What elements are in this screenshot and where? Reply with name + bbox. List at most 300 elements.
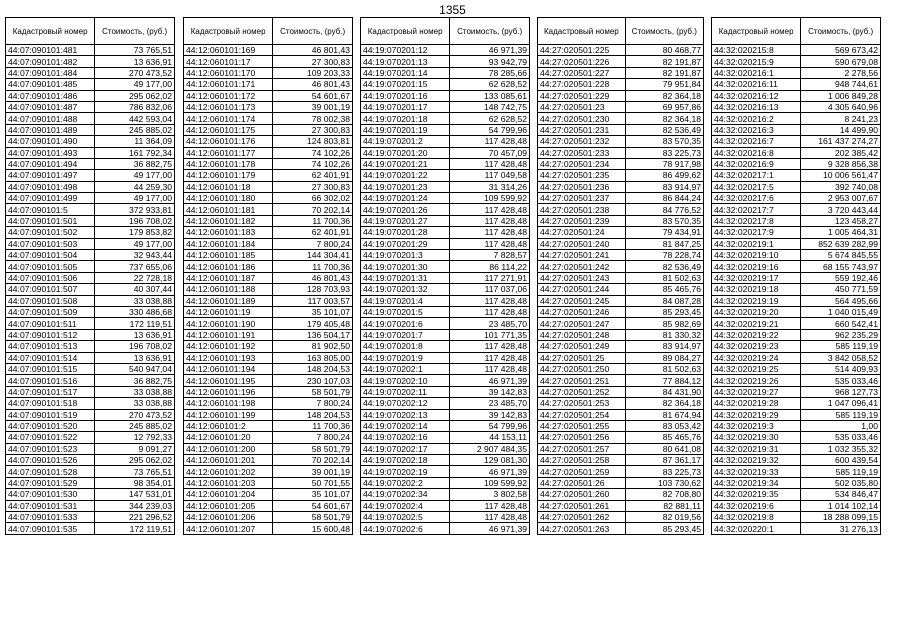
table-row: [538, 329, 704, 340]
cadastral-number-cell: 44:07:090101:488: [6, 113, 95, 124]
cost-cell: 372 933,81: [95, 204, 175, 215]
cadastral-number-cell: 44:19:070202:10: [361, 375, 450, 386]
cost-cell: 109 599,92: [450, 193, 530, 204]
cost-cell: 117 428,48: [450, 227, 530, 238]
table-row: [361, 523, 530, 534]
table-row: [361, 295, 530, 306]
table-row: [6, 318, 175, 329]
cost-cell: 77 884,12: [625, 375, 703, 386]
table-row: [6, 215, 175, 226]
cadastral-number-cell: 44:07:090101:512: [6, 329, 95, 340]
cadastral-number-cell: 44:12:060101:19: [184, 306, 273, 317]
cost-cell: 196 708,02: [95, 215, 175, 226]
cost-cell: 133 085,61: [450, 90, 530, 101]
cost-cell: 172 119,51: [95, 318, 175, 329]
cadastral-number-cell: 44:27:020501:255: [538, 420, 626, 431]
cost-cell: 948 744,61: [801, 79, 881, 90]
table-row: [6, 409, 175, 420]
table-row: [6, 523, 175, 534]
cost-cell: 245 885,02: [95, 124, 175, 135]
cadastral-number-cell: 44:32:020217:7: [712, 204, 801, 215]
cost-cell: 46 971,39: [450, 466, 530, 477]
cost-cell: 27 300,83: [273, 181, 353, 192]
cadastral-number-cell: 44:27:020501:25: [538, 352, 626, 363]
table-row: [184, 158, 353, 169]
table-row: [361, 512, 530, 523]
cost-cell: 534 846,47: [801, 489, 881, 500]
table-row: [361, 375, 530, 386]
cost-cell: 2 907 484,35: [450, 443, 530, 454]
table-row: [712, 284, 881, 295]
table-row: [184, 215, 353, 226]
cadastral-number-cell: 44:32:020219:34: [712, 477, 801, 488]
cost-cell: 73 765,51: [95, 466, 175, 477]
table-row: [361, 261, 530, 272]
table-row: [184, 227, 353, 238]
table-row: [712, 204, 881, 215]
cadastral-number-cell: 44:27:020501:243: [538, 272, 626, 283]
table-row: [712, 67, 881, 78]
cadastral-number-cell: 44:12:060101:171: [184, 79, 273, 90]
cadastral-number-cell: 44:12:060101:198: [184, 398, 273, 409]
cost-cell: 109 599,92: [450, 477, 530, 488]
table-row: [184, 124, 353, 135]
table-row: [184, 204, 353, 215]
table-row: [184, 500, 353, 511]
table-row: [6, 489, 175, 500]
cadastral-number-cell: 44:19:070201:5: [361, 306, 450, 317]
header-cadastral: Кадастровый номер: [6, 18, 95, 45]
table-row: [361, 341, 530, 352]
table-row: [6, 136, 175, 147]
cost-cell: 1 047 096,41: [801, 398, 881, 409]
cadastral-number-cell: 44:12:060101:184: [184, 238, 273, 249]
table-row: [184, 79, 353, 90]
cost-cell: 83 914,97: [625, 341, 703, 352]
table-row: [6, 204, 175, 215]
cost-cell: 117 428,48: [450, 352, 530, 363]
cadastral-number-cell: 44:12:060101:205: [184, 500, 273, 511]
cadastral-number-cell: 44:07:090101:523: [6, 443, 95, 454]
table-row: [538, 193, 704, 204]
table-row: [361, 443, 530, 454]
cadastral-number-cell: 44:32:020219:33: [712, 466, 801, 477]
cost-cell: 117 428,48: [450, 204, 530, 215]
table-row: [184, 67, 353, 78]
cadastral-number-cell: 44:07:090101:533: [6, 512, 95, 523]
cost-cell: 13 636,91: [95, 329, 175, 340]
cadastral-number-cell: 44:19:070202:14: [361, 420, 450, 431]
table-row: [712, 409, 881, 420]
cadastral-number-cell: 44:19:070201:9: [361, 352, 450, 363]
table-row: [361, 193, 530, 204]
table-row: [712, 398, 881, 409]
cost-cell: 270 473,52: [95, 409, 175, 420]
cadastral-number-cell: 44:07:090101:511: [6, 318, 95, 329]
cadastral-number-cell: 44:07:090101:526: [6, 455, 95, 466]
table-row: [712, 489, 881, 500]
cost-cell: 1 032 355,32: [801, 443, 881, 454]
cadastral-number-cell: 44:32:020217:5: [712, 181, 801, 192]
cost-cell: 10 006 561,47: [801, 170, 881, 181]
cost-cell: 49 177,00: [95, 79, 175, 90]
cadastral-number-cell: 44:19:070202:11: [361, 386, 450, 397]
cost-cell: 245 885,02: [95, 420, 175, 431]
cadastral-number-cell: 44:12:060101:196: [184, 386, 273, 397]
cost-cell: 9 328 856,38: [801, 158, 881, 169]
cost-cell: 82 364,18: [625, 90, 703, 101]
cost-cell: 31 276,13: [801, 523, 881, 534]
cadastral-number-cell: 44:27:020501:225: [538, 45, 626, 56]
cost-cell: 46 971,39: [450, 45, 530, 56]
table-row: [712, 329, 881, 340]
cost-cell: 89 084,27: [625, 352, 703, 363]
cost-cell: 81 902,50: [273, 341, 353, 352]
cadastral-number-cell: 44:07:090101:504: [6, 250, 95, 261]
cost-cell: 46 801,43: [273, 272, 353, 283]
table-row: [184, 272, 353, 283]
table-row: [712, 352, 881, 363]
table-row: [712, 90, 881, 101]
table-row: [184, 90, 353, 101]
cadastral-number-cell: 44:27:020501:247: [538, 318, 626, 329]
cost-cell: 80 468,77: [625, 45, 703, 56]
cadastral-number-cell: 44:32:020215:9: [712, 56, 801, 67]
cadastral-number-cell: 44:19:070201:12: [361, 45, 450, 56]
cost-cell: 23 485,70: [450, 318, 530, 329]
table-row: [184, 341, 353, 352]
cadastral-number-cell: 44:07:090101:486: [6, 90, 95, 101]
table-row: [538, 136, 704, 147]
table-row: [538, 398, 704, 409]
cadastral-number-cell: 44:07:090101:518: [6, 398, 95, 409]
cadastral-number-cell: 44:07:090101:529: [6, 477, 95, 488]
cost-cell: 535 033,46: [801, 375, 881, 386]
table-row: [712, 386, 881, 397]
cadastral-number-cell: 44:32:020216:2: [712, 113, 801, 124]
cadastral-number-cell: 44:12:060101:172: [184, 90, 273, 101]
cost-cell: 148 204,53: [273, 409, 353, 420]
table-row: [538, 261, 704, 272]
cost-cell: 11 700,36: [273, 420, 353, 431]
table-row: [712, 363, 881, 374]
cost-cell: 230 107,03: [273, 375, 353, 386]
table-row: [361, 158, 530, 169]
cadastral-number-cell: 44:12:060101:188: [184, 284, 273, 295]
cost-cell: 202 385,42: [801, 147, 881, 158]
table-row: [184, 466, 353, 477]
cadastral-number-cell: 44:27:020501:261: [538, 500, 626, 511]
table-row: [538, 170, 704, 181]
cost-cell: 117 428,48: [450, 341, 530, 352]
cost-cell: 87 361,17: [625, 455, 703, 466]
cadastral-number-cell: 44:07:090101:522: [6, 432, 95, 443]
cost-cell: 83 053,42: [625, 420, 703, 431]
cadastral-number-cell: 44:07:090101:490: [6, 136, 95, 147]
cost-cell: 535 033,46: [801, 432, 881, 443]
cadastral-number-cell: 44:07:090101:501: [6, 215, 95, 226]
table-row: [361, 272, 530, 283]
cadastral-number-cell: 44:19:070202:12: [361, 398, 450, 409]
cadastral-number-cell: 44:12:060101:178: [184, 158, 273, 169]
table-row: [712, 124, 881, 135]
table-row: [538, 238, 704, 249]
cadastral-number-cell: 44:19:070201:16: [361, 90, 450, 101]
table-row: [538, 318, 704, 329]
cost-cell: 78 002,38: [273, 113, 353, 124]
cost-cell: 117 428,48: [450, 500, 530, 511]
cadastral-number-cell: 44:32:020219:19: [712, 295, 801, 306]
cost-cell: 85 293,45: [625, 306, 703, 317]
table-row: [538, 409, 704, 420]
cost-cell: 392 740,08: [801, 181, 881, 192]
table-row: [6, 124, 175, 135]
cost-cell: 136 504,17: [273, 329, 353, 340]
table-row: [6, 420, 175, 431]
cost-cell: 39 142,83: [450, 386, 530, 397]
cost-cell: 7 800,24: [273, 238, 353, 249]
cost-cell: 737 655,06: [95, 261, 175, 272]
cadastral-number-cell: 44:07:090101:499: [6, 193, 95, 204]
cadastral-number-cell: 44:27:020501:230: [538, 113, 626, 124]
cost-cell: 117 428,48: [450, 215, 530, 226]
cadastral-number-cell: 44:32:020219:29: [712, 409, 801, 420]
cadastral-number-cell: 44:32:020219:16: [712, 261, 801, 272]
cadastral-number-cell: 44:07:090101:528: [6, 466, 95, 477]
cost-cell: 786 832,06: [95, 101, 175, 112]
table-row: [538, 500, 704, 511]
cost-cell: 2 278,56: [801, 67, 881, 78]
table-row: [538, 113, 704, 124]
table-row: [184, 101, 353, 112]
cadastral-table-3: [360, 17, 530, 535]
cadastral-number-cell: 44:19:070201:32: [361, 284, 450, 295]
cadastral-number-cell: 44:27:020501:248: [538, 329, 626, 340]
cost-cell: 85 293,45: [625, 523, 703, 534]
cost-cell: 85 465,76: [625, 284, 703, 295]
table-row: [184, 181, 353, 192]
cost-cell: 54 799,96: [450, 124, 530, 135]
cost-cell: 7 828,57: [450, 250, 530, 261]
cadastral-number-cell: 44:12:060101:170: [184, 67, 273, 78]
cadastral-number-cell: 44:27:020501:226: [538, 56, 626, 67]
cadastral-number-cell: 44:32:020217:8: [712, 215, 801, 226]
table-row: [6, 170, 175, 181]
cost-cell: 49 177,00: [95, 170, 175, 181]
cadastral-number-cell: 44:19:070201:22: [361, 170, 450, 181]
table-row: [6, 512, 175, 523]
cadastral-number-cell: 44:27:020501:231: [538, 124, 626, 135]
table-row: [538, 90, 704, 101]
cadastral-number-cell: 44:27:020501:238: [538, 204, 626, 215]
cadastral-number-cell: 44:27:020501:234: [538, 158, 626, 169]
cadastral-number-cell: 44:32:020219:10: [712, 250, 801, 261]
table-row: [6, 386, 175, 397]
table-row: [6, 261, 175, 272]
cost-cell: 44 153,11: [450, 432, 530, 443]
header-cadastral: Кадастровый номер: [184, 18, 273, 45]
cost-cell: 33 038,88: [95, 386, 175, 397]
header-cost: Стоимость, (руб.): [801, 18, 881, 45]
cadastral-number-cell: 44:27:020501:242: [538, 261, 626, 272]
table-row: [6, 477, 175, 488]
table-row: [184, 170, 353, 181]
cost-cell: 196 708,02: [95, 341, 175, 352]
cost-cell: 569 673,42: [801, 45, 881, 56]
table-row: [184, 193, 353, 204]
table-row: [184, 56, 353, 67]
cost-cell: 73 765,51: [95, 45, 175, 56]
table-row: [361, 136, 530, 147]
header-cost: Стоимость, (руб.): [450, 18, 530, 45]
cost-cell: 27 300,83: [273, 124, 353, 135]
cost-cell: 83 570,35: [625, 215, 703, 226]
cadastral-number-cell: 44:27:020501:233: [538, 147, 626, 158]
cadastral-number-cell: 44:32:020216:12: [712, 90, 801, 101]
table-row: [538, 250, 704, 261]
cadastral-number-cell: 44:19:070201:27: [361, 215, 450, 226]
table-row: [538, 523, 704, 534]
table-row: [361, 45, 530, 56]
cadastral-number-cell: 44:27:020501:252: [538, 386, 626, 397]
table-row: [361, 101, 530, 112]
cost-cell: 68 155 743,97: [801, 261, 881, 272]
cadastral-number-cell: 44:12:060101:183: [184, 227, 273, 238]
cadastral-number-cell: 44:07:090101:482: [6, 56, 95, 67]
table-row: [184, 136, 353, 147]
table-row: [184, 295, 353, 306]
cadastral-number-cell: 44:12:060101:192: [184, 341, 273, 352]
table-row: [6, 158, 175, 169]
cost-cell: 4 305 640,96: [801, 101, 881, 112]
table-row: [361, 466, 530, 477]
cadastral-number-cell: 44:19:070202:4: [361, 500, 450, 511]
table-row: [712, 523, 881, 534]
cadastral-number-cell: 44:32:020217:1: [712, 170, 801, 181]
table-row: [6, 466, 175, 477]
table-row: [712, 306, 881, 317]
cadastral-number-cell: 44:07:090101:485: [6, 79, 95, 90]
header-cadastral: Кадастровый номер: [538, 18, 626, 45]
table-row: [712, 250, 881, 261]
cost-cell: 46 801,43: [273, 45, 353, 56]
cost-cell: 3 842 058,52: [801, 352, 881, 363]
cost-cell: 35 101,07: [273, 306, 353, 317]
table-row: [712, 455, 881, 466]
cost-cell: 58 501,79: [273, 386, 353, 397]
table-row: [184, 238, 353, 249]
cadastral-number-cell: 44:27:020501:263: [538, 523, 626, 534]
cadastral-number-cell: 44:32:020216:11: [712, 79, 801, 90]
cost-cell: 852 639 282,99: [801, 238, 881, 249]
cost-cell: 44 259,30: [95, 181, 175, 192]
cost-cell: 58 501,79: [273, 512, 353, 523]
cadastral-number-cell: 44:32:020219:20: [712, 306, 801, 317]
cadastral-number-cell: 44:12:060101:182: [184, 215, 273, 226]
cadastral-number-cell: 44:07:090101:507: [6, 284, 95, 295]
table-row: [712, 101, 881, 112]
cadastral-number-cell: 44:32:020219:18: [712, 284, 801, 295]
table-row: [6, 432, 175, 443]
cost-cell: 80 641,08: [625, 443, 703, 454]
cadastral-number-cell: 44:12:060101:2: [184, 420, 273, 431]
cost-cell: 62 628,52: [450, 79, 530, 90]
cadastral-number-cell: 44:19:070201:29: [361, 238, 450, 249]
cadastral-number-cell: 44:27:020501:228: [538, 79, 626, 90]
cadastral-number-cell: 44:19:070202:18: [361, 455, 450, 466]
cadastral-number-cell: 44:27:020501:251: [538, 375, 626, 386]
table-row: [361, 455, 530, 466]
table-row: [538, 375, 704, 386]
table-row: [184, 113, 353, 124]
table-row: [361, 500, 530, 511]
cadastral-number-cell: 44:12:060101:187: [184, 272, 273, 283]
table-row: [6, 500, 175, 511]
cadastral-number-cell: 44:27:020501:232: [538, 136, 626, 147]
table-row: [184, 363, 353, 374]
table-row: [361, 363, 530, 374]
cost-cell: 161 437 274,27: [801, 136, 881, 147]
table-row: [361, 67, 530, 78]
cadastral-number-cell: 44:32:020217:6: [712, 193, 801, 204]
cadastral-number-cell: 44:07:090101:515: [6, 363, 95, 374]
table-row: [712, 500, 881, 511]
table-row: [712, 466, 881, 477]
cost-cell: 84 776,52: [625, 204, 703, 215]
cost-cell: 12 792,33: [95, 432, 175, 443]
cadastral-number-cell: 44:32:020219:24: [712, 352, 801, 363]
cadastral-number-cell: 44:19:070201:4: [361, 295, 450, 306]
cost-cell: 1,00: [801, 420, 881, 431]
cost-cell: 144 304,41: [273, 250, 353, 261]
cost-cell: 70 457,09: [450, 147, 530, 158]
cost-cell: 46 971,39: [450, 523, 530, 534]
cadastral-number-cell: 44:12:060101:177: [184, 147, 273, 158]
cadastral-number-cell: 44:32:020219:3: [712, 420, 801, 431]
cadastral-number-cell: 44:07:090101:513: [6, 341, 95, 352]
cost-cell: 295 062,02: [95, 90, 175, 101]
cost-cell: 22 728,18: [95, 272, 175, 283]
cost-cell: 85 465,76: [625, 432, 703, 443]
cadastral-number-cell: 44:32:020219:8: [712, 512, 801, 523]
table-row: [712, 295, 881, 306]
cadastral-number-cell: 44:32:020219:23: [712, 341, 801, 352]
table-row: [184, 420, 353, 431]
table-row: [538, 420, 704, 431]
cost-cell: 962 235,29: [801, 329, 881, 340]
cadastral-number-cell: 44:32:020216:8: [712, 147, 801, 158]
cost-cell: 82 536,49: [625, 261, 703, 272]
cost-cell: 69 957,86: [625, 101, 703, 112]
table-row: [184, 329, 353, 340]
cost-cell: 585 119,19: [801, 341, 881, 352]
cadastral-number-cell: 44:27:020501:257: [538, 443, 626, 454]
cost-cell: 11 700,36: [273, 261, 353, 272]
cadastral-number-cell: 44:12:060101:191: [184, 329, 273, 340]
cadastral-number-cell: 44:27:020501:240: [538, 238, 626, 249]
table-row: [184, 386, 353, 397]
table-row: [6, 375, 175, 386]
cadastral-number-cell: 44:27:020501:241: [538, 250, 626, 261]
cadastral-number-cell: 44:19:070202:6: [361, 523, 450, 534]
cadastral-number-cell: 44:07:090101:502: [6, 227, 95, 238]
cadastral-number-cell: 44:12:060101:180: [184, 193, 273, 204]
table-row: [712, 341, 881, 352]
cadastral-number-cell: 44:19:070202:34: [361, 489, 450, 500]
cadastral-number-cell: 44:27:020501:236: [538, 181, 626, 192]
table-row: [6, 67, 175, 78]
cost-cell: 86 844,24: [625, 193, 703, 204]
